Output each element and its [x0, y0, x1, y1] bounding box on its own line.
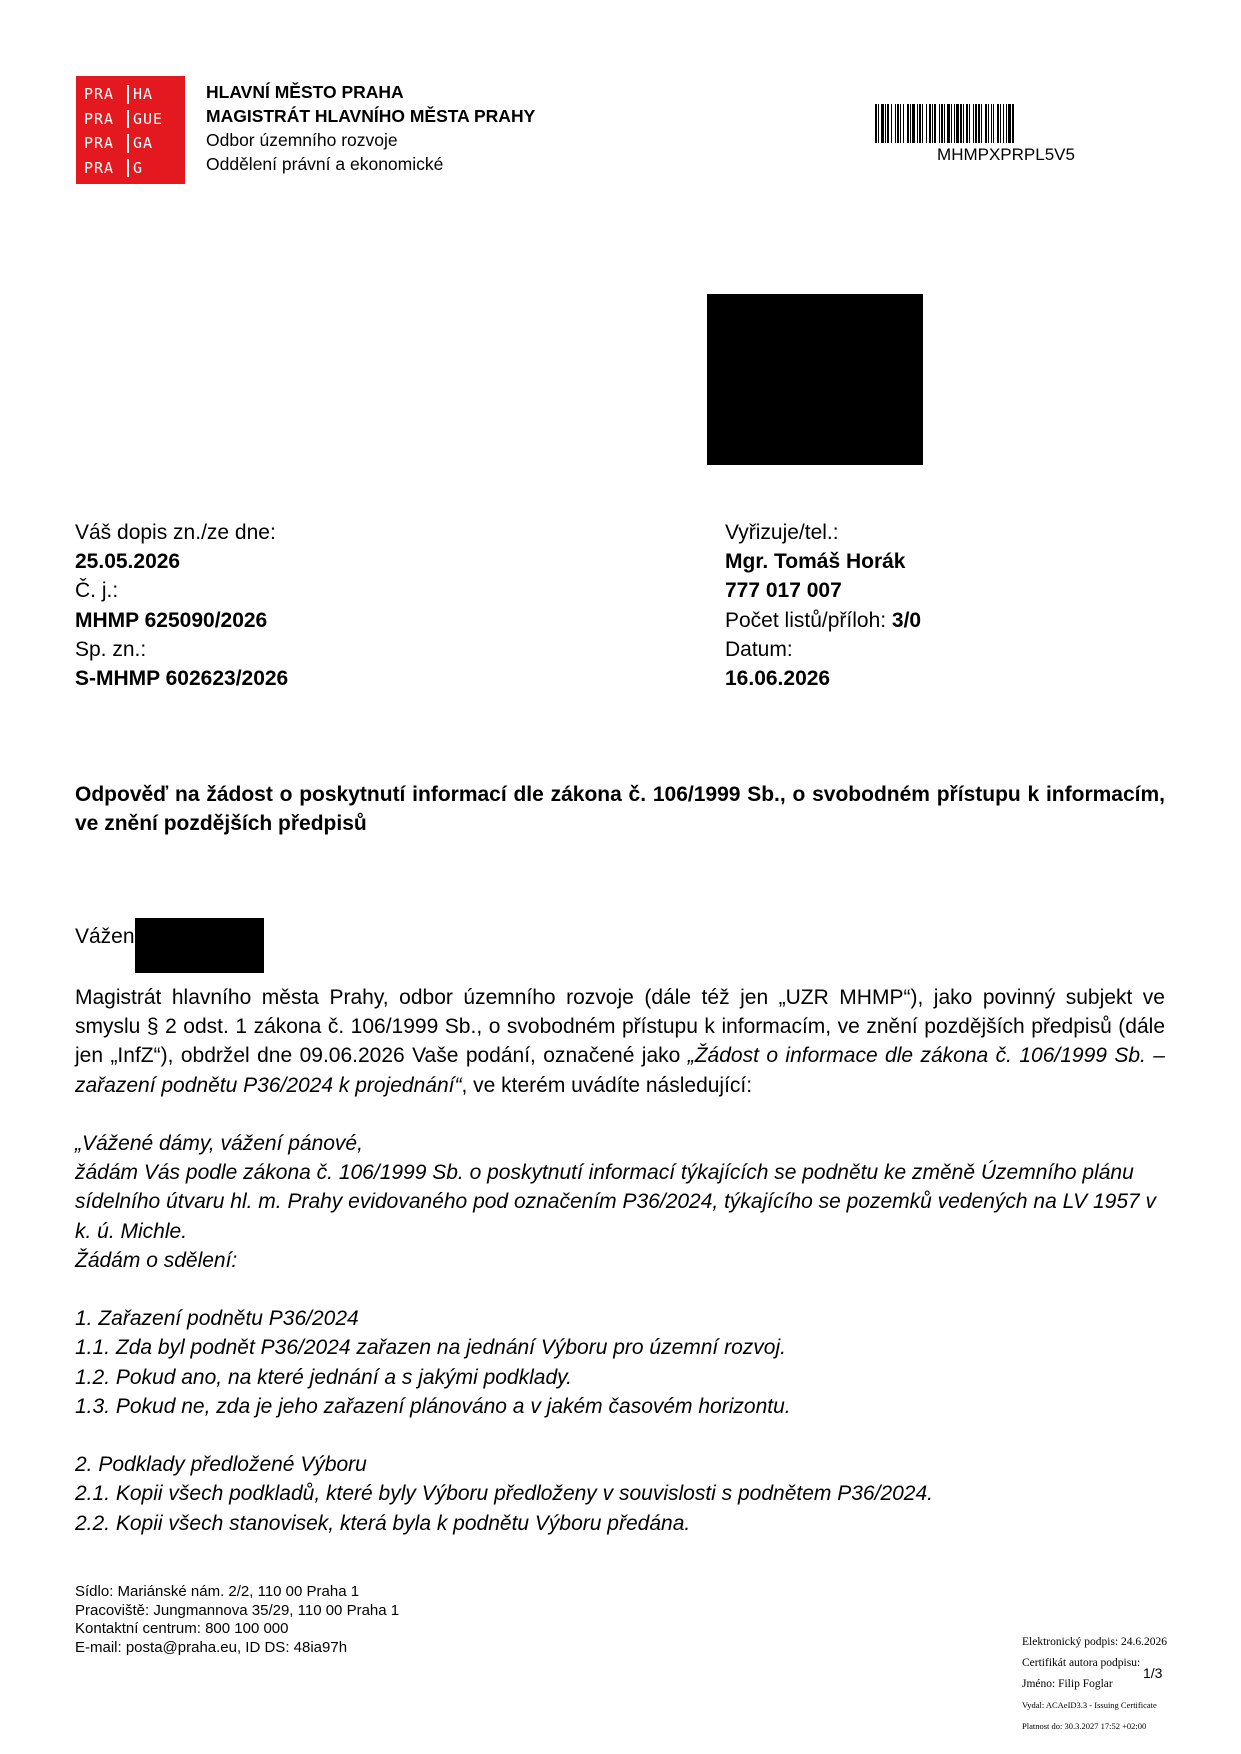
signature-issuer: Vydal: ACAeID3.3 - Issuing Certificate [1022, 1700, 1157, 1710]
signature-name: Jméno: Filip Foglar [1022, 1678, 1113, 1690]
file-mark-label: Sp. zn.: [75, 637, 147, 661]
logo-row: PRA HA [84, 85, 154, 103]
logo-row: PRA GUE [84, 109, 164, 128]
letterhead-section: Oddělení právní a ekonomické [206, 154, 444, 174]
your-letter-date: 25.05.2026 [75, 550, 181, 574]
signature-cert-label: Certifikát autora podpisu: [1022, 1657, 1141, 1669]
handler-label: Vyřizuje/tel.: [725, 521, 839, 544]
date-label: Datum: [725, 637, 793, 661]
quote-item: 1.1. Zda byl podnět P36/2024 zařazen na jednání Výboru pro územní rozvoj. [75, 1336, 786, 1360]
reference-block [75, 518, 288, 693]
salutation: Vážen [75, 925, 135, 948]
footer-seat: Sídlo: Mariánské nám. 2/2, 110 00 Praha 1 [75, 1583, 360, 1600]
sheets-count: Počet listů/příloh: 3/0 [725, 608, 922, 632]
electronic-signature [1022, 1632, 1167, 1737]
page-number: 1/3 [1143, 1665, 1163, 1681]
letterhead-city: HLAVNÍ MĚSTO PRAHA [206, 82, 404, 102]
logo-row: PRA G [84, 158, 144, 177]
footer-workplace: Pracoviště: Jungmannova 35/29, 110 00 Praha 1 [75, 1601, 400, 1619]
redacted-address [707, 294, 923, 465]
signature-validity: Platnost do: 30.3.2027 17:52 +02:00 [1022, 1721, 1147, 1731]
quote-item: 2. Podklady předložené Výboru [75, 1453, 367, 1477]
letter-subject: Odpověď na žádost o poskytnutí informací dle zákona č. 106/1999 Sb., o svobodném přístupu k informacím, ve znění pozdějších předpisů [75, 783, 1165, 835]
letterhead-department: Odbor územního rozvoje [206, 130, 398, 150]
logo-row: PRA GA [84, 134, 154, 152]
handler-block [725, 518, 921, 693]
footer-contacts [75, 1583, 399, 1657]
barcode [875, 104, 1137, 143]
barcode-code: MHMPXPRPL5V5 [937, 145, 1075, 164]
letterhead-office: MAGISTRÁT HLAVNÍHO MĚSTA PRAHY [206, 106, 536, 126]
redacted-name [135, 918, 264, 973]
quote-item: 2.1. Kopii všech podkladů, které byly Výboru předloženy v souvislosti s podnětem P36/2024. [75, 1482, 933, 1506]
footer-contact-center: Kontaktní centrum: 800 100 000 [75, 1620, 289, 1637]
your-letter-label: Váš dopis zn./ze dne: [75, 521, 276, 544]
quote-item: 2.2. Kopii všech stanovisek, která byla k podnětu Výboru předána. [75, 1511, 691, 1535]
letterhead [206, 80, 535, 176]
handler-name: Mgr. Tomáš Horák [725, 550, 906, 574]
handler-phone: 777 017 007 [725, 579, 842, 603]
body-paragraph: Magistrát hlavního města Prahy, odbor územního rozvoje (dále též jen „UZR MHMP“), jako povinný subjekt ve smyslu § 2 odst. 1 zákona č. 106/1999 Sb., o svobodném přístupu k informacím, ve znění pozdějších předpisů (dále jen „InfZ“), obdržel dne 09.06.2026 Vaše podání, označené jako „Žádost o informace dle zákona č. 106/1999 Sb. – zařazení podnětu P36/2024 k projednání“, ve kterém uvádíte následující: [75, 986, 1165, 1097]
letter-date: 16.06.2026 [725, 667, 831, 691]
signature-date: Elektronický podpis: 24.6.2026 [1022, 1636, 1168, 1648]
quote-item: 1. Zařazení podnětu P36/2024 [75, 1307, 359, 1331]
quote-item: 1.3. Pokud ne, zda je jeho zařazení plánováno a v jakém časovém horizontu. [75, 1394, 791, 1418]
quote-greeting: „Vážené dámy, vážení pánové, [75, 1132, 363, 1155]
quote-item: 1.2. Pokud ano, na které jednání a s jakými podklady. [75, 1365, 572, 1389]
reference-number-label: Č. j.: [75, 579, 119, 603]
quote-request: žádám Vás podle zákona č. 106/1999 Sb. o poskytnutí informací týkajících se podnětu ke změně Územního plánu sídelního útvaru hl. m. Prahy evidovaného pod označením P36/2024, týkajícího se pozemků vedených na LV 1957 v k. ú. Michle. [75, 1161, 1157, 1243]
barcode-bar [1014, 104, 1015, 143]
quoted-request [75, 1129, 1165, 1538]
file-mark: S-MHMP 602623/2026 [75, 667, 289, 691]
prague-logo [76, 76, 185, 184]
footer-email: E-mail: posta@praha.eu, ID DS: 48ia97h [75, 1638, 348, 1656]
reference-number: MHMP 625090/2026 [75, 608, 268, 632]
quote-intro: Žádám o sdělení: [75, 1248, 238, 1272]
